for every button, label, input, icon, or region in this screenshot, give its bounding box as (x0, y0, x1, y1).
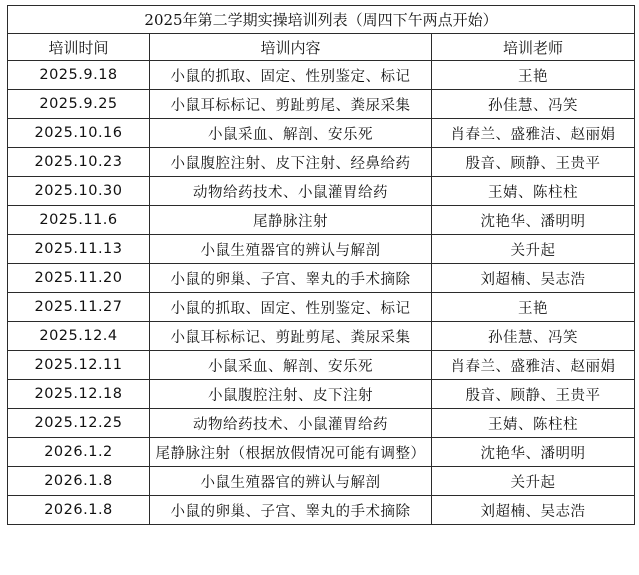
teacher-cell: 沈艳华、潘明明 (432, 206, 635, 235)
table-row (8, 293, 635, 322)
table-row (8, 467, 635, 496)
teacher-cell: 王艳 (432, 61, 635, 90)
teacher-cell: 关升起 (432, 235, 635, 264)
header-row (8, 34, 635, 61)
table-row (8, 409, 635, 438)
table-row (8, 438, 635, 467)
training-schedule-table (7, 5, 635, 525)
table-title: 2025年第二学期实操培训列表（周四下午两点开始） (8, 6, 635, 34)
content-cell: 小鼠腹腔注射、皮下注射 (150, 380, 432, 409)
date-cell: 2025.10.23 (8, 148, 150, 177)
date-cell: 2025.9.25 (8, 90, 150, 119)
table-row (8, 322, 635, 351)
content-cell: 小鼠采血、解剖、安乐死 (150, 351, 432, 380)
content-cell: 小鼠生殖器官的辨认与解剖 (150, 467, 432, 496)
date-cell: 2025.11.27 (8, 293, 150, 322)
teacher-cell: 刘超楠、吴志浩 (432, 264, 635, 293)
table-row (8, 264, 635, 293)
content-cell: 小鼠采血、解剖、安乐死 (150, 119, 432, 148)
content-cell: 小鼠的抓取、固定、性别鉴定、标记 (150, 293, 432, 322)
content-cell: 小鼠的卵巢、子宫、睾丸的手术摘除 (150, 264, 432, 293)
teacher-cell: 王婧、陈柱柱 (432, 177, 635, 206)
content-cell: 小鼠生殖器官的辨认与解剖 (150, 235, 432, 264)
date-cell: 2025.11.13 (8, 235, 150, 264)
title-row (8, 6, 635, 34)
content-cell: 小鼠耳标标记、剪趾剪尾、粪尿采集 (150, 90, 432, 119)
teacher-cell: 关升起 (432, 467, 635, 496)
date-cell: 2025.12.25 (8, 409, 150, 438)
date-cell: 2025.12.4 (8, 322, 150, 351)
content-cell: 尾静脉注射（根据放假情况可能有调整） (150, 438, 432, 467)
table-row (8, 351, 635, 380)
date-cell: 2025.11.20 (8, 264, 150, 293)
teacher-cell: 孙佳慧、冯笑 (432, 322, 635, 351)
table-row (8, 380, 635, 409)
table-row (8, 148, 635, 177)
table-row (8, 119, 635, 148)
table-row (8, 235, 635, 264)
schedule-body (8, 61, 635, 525)
content-cell: 小鼠腹腔注射、皮下注射、经鼻给药 (150, 148, 432, 177)
header-date: 培训时间 (8, 34, 150, 61)
content-cell: 动物给药技术、小鼠灌胃给药 (150, 409, 432, 438)
table-row (8, 61, 635, 90)
teacher-cell: 肖春兰、盛雅洁、赵丽娟 (432, 351, 635, 380)
date-cell: 2025.9.18 (8, 61, 150, 90)
content-cell: 小鼠耳标标记、剪趾剪尾、粪尿采集 (150, 322, 432, 351)
teacher-cell: 刘超楠、吴志浩 (432, 496, 635, 525)
content-cell: 小鼠的卵巢、子宫、睾丸的手术摘除 (150, 496, 432, 525)
table-row (8, 206, 635, 235)
header-teacher: 培训老师 (432, 34, 635, 61)
date-cell: 2026.1.8 (8, 496, 150, 525)
date-cell: 2026.1.8 (8, 467, 150, 496)
table-row (8, 90, 635, 119)
date-cell: 2025.10.30 (8, 177, 150, 206)
content-cell: 尾静脉注射 (150, 206, 432, 235)
table-row (8, 496, 635, 525)
date-cell: 2025.11.6 (8, 206, 150, 235)
teacher-cell: 肖春兰、盛雅洁、赵丽娟 (432, 119, 635, 148)
date-cell: 2026.1.2 (8, 438, 150, 467)
teacher-cell: 殷音、顾静、王贵平 (432, 148, 635, 177)
teacher-cell: 沈艳华、潘明明 (432, 438, 635, 467)
header-content: 培训内容 (150, 34, 432, 61)
teacher-cell: 孙佳慧、冯笑 (432, 90, 635, 119)
content-cell: 动物给药技术、小鼠灌胃给药 (150, 177, 432, 206)
teacher-cell: 殷音、顾静、王贵平 (432, 380, 635, 409)
table-row (8, 177, 635, 206)
teacher-cell: 王艳 (432, 293, 635, 322)
content-cell: 小鼠的抓取、固定、性别鉴定、标记 (150, 61, 432, 90)
date-cell: 2025.12.11 (8, 351, 150, 380)
teacher-cell: 王婧、陈柱柱 (432, 409, 635, 438)
date-cell: 2025.12.18 (8, 380, 150, 409)
date-cell: 2025.10.16 (8, 119, 150, 148)
